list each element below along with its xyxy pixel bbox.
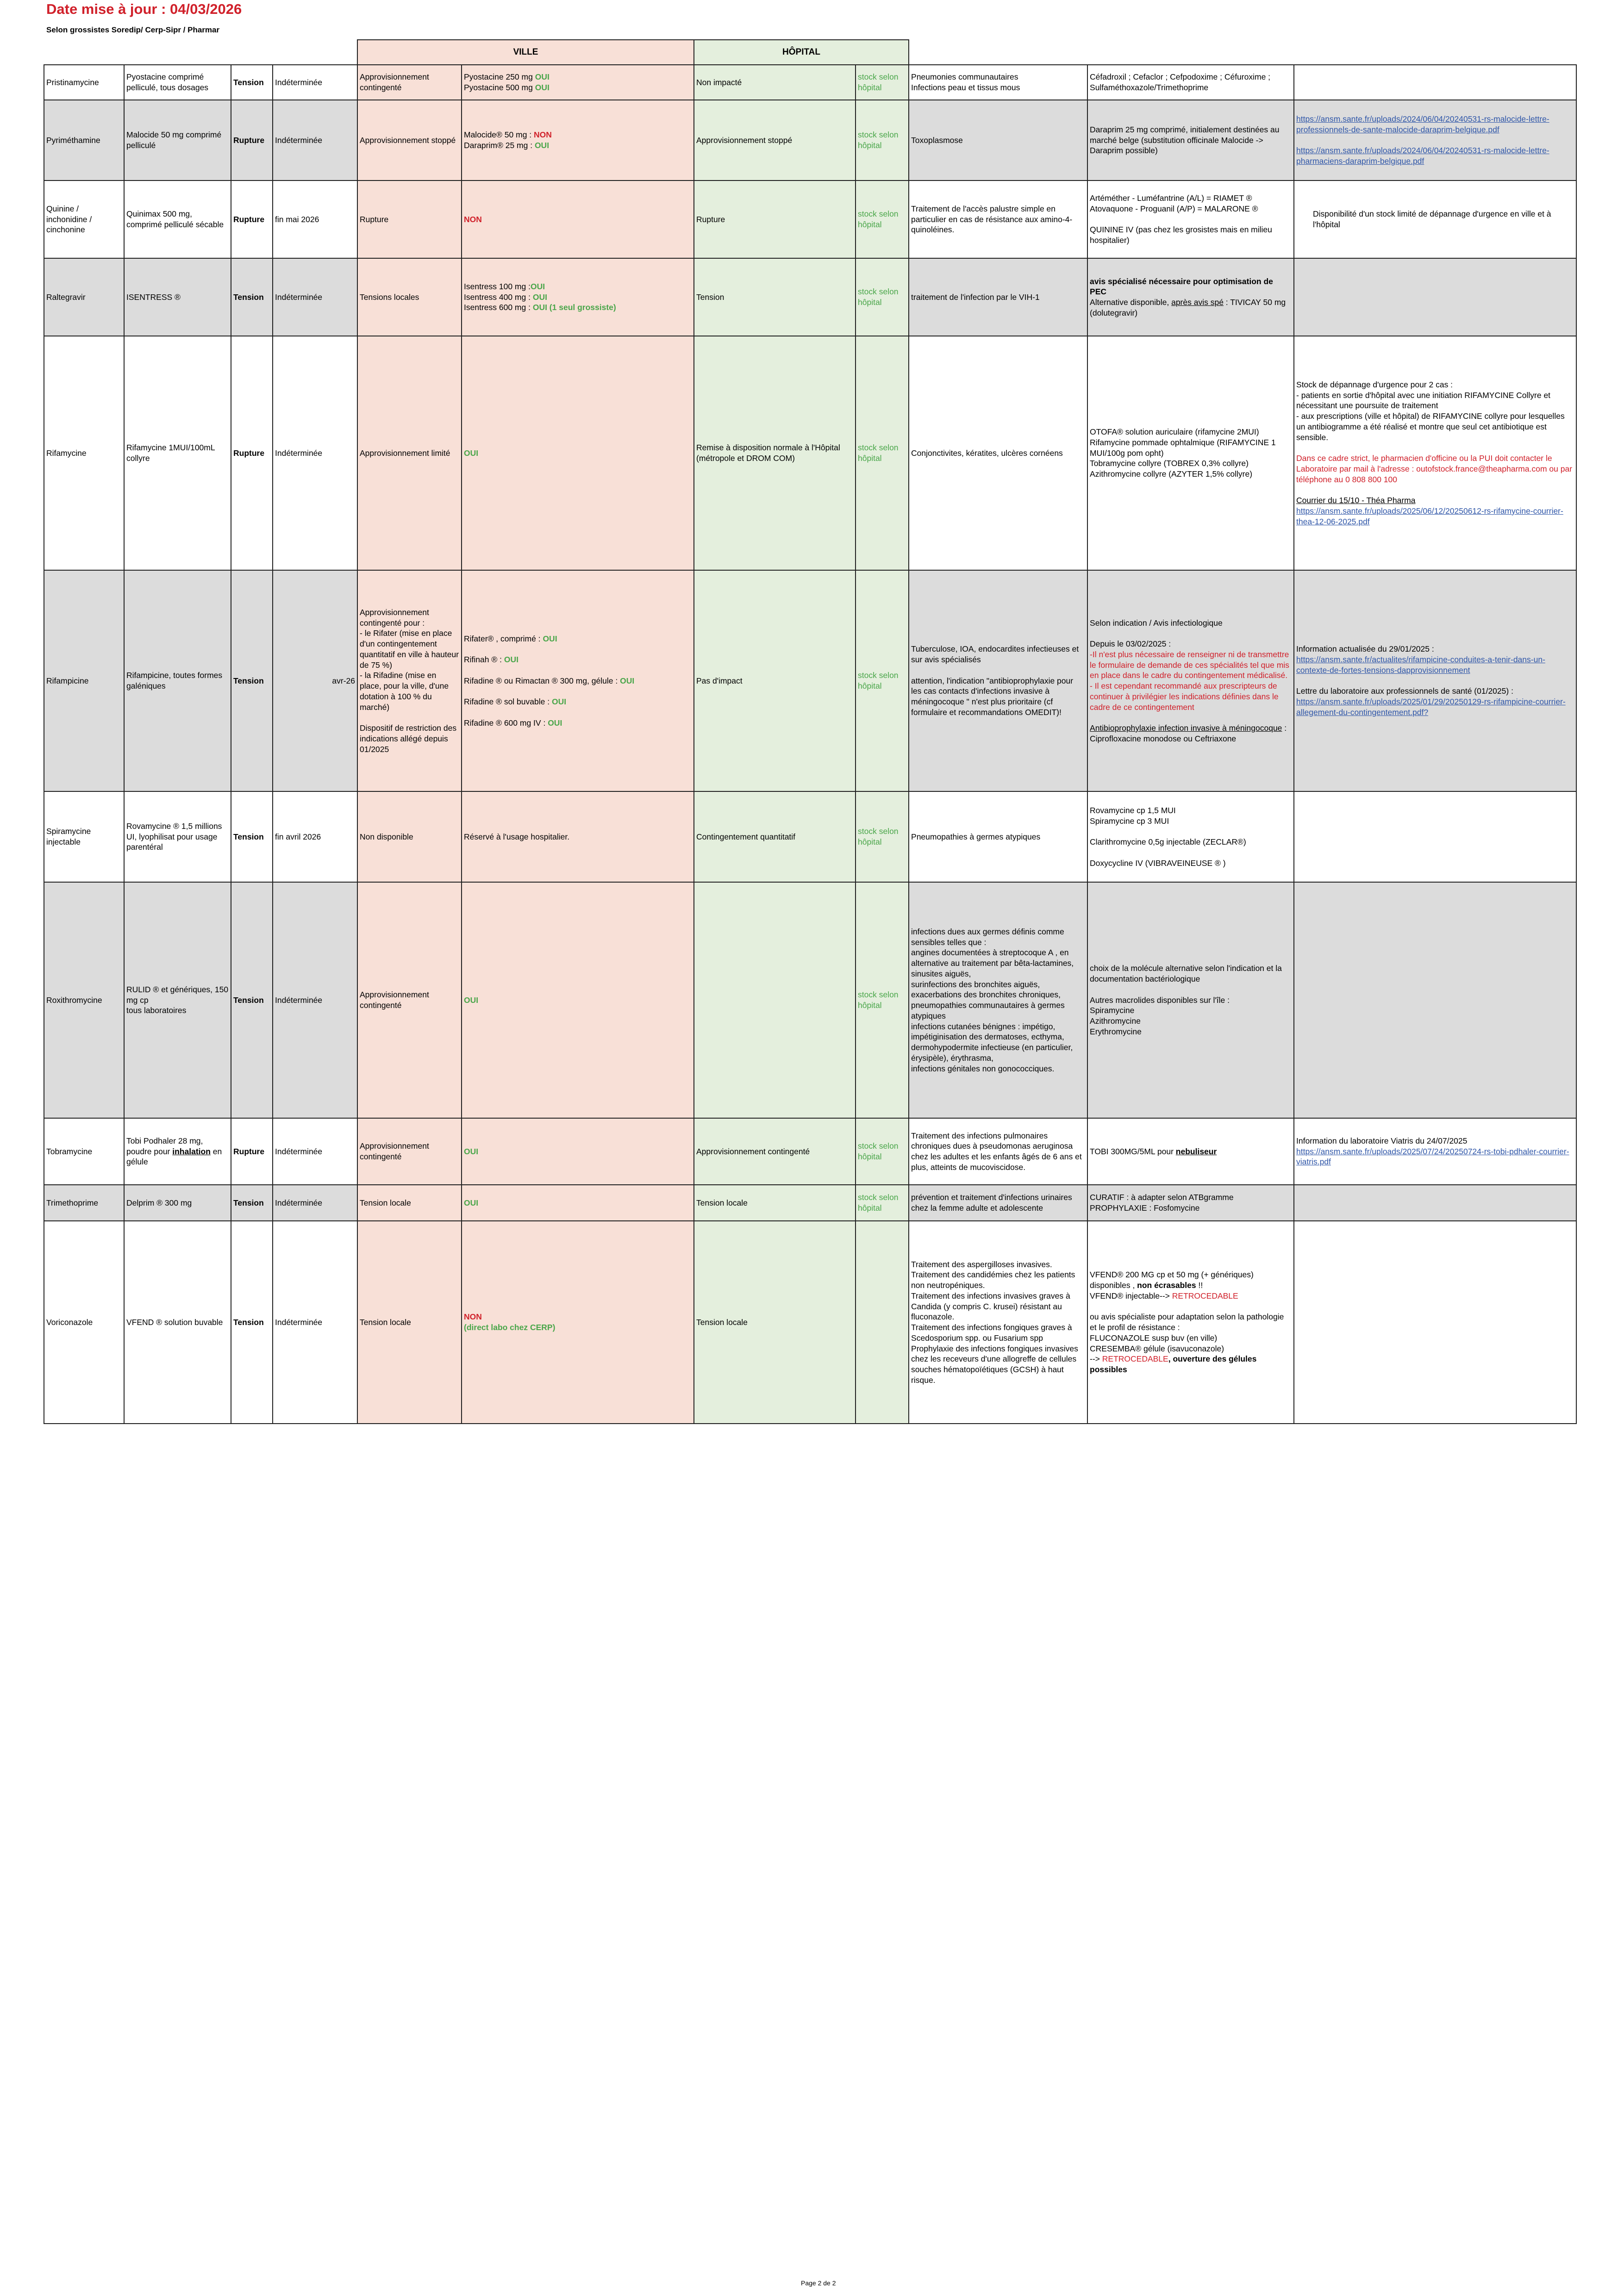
status-cell: Tension <box>231 258 273 336</box>
hopital-stock-cell: stock selon hôpital <box>856 1185 909 1221</box>
alternatives-cell: Artéméther - Luméfantrine (A/L) = RIAMET ® Atovaquone - Proguanil (A/P) = MALARONE ® QUININE IV (pas chez les grosistes mais en milieu hospitalier) <box>1087 180 1294 258</box>
dci-cell: Spiramycine injectable <box>44 791 124 882</box>
hopital-appro-cell <box>694 882 856 1118</box>
ville-dispo-cell: Rifater® , comprimé : OUI Rifinah ® : OUI Rifadine ® ou Rimactan ® 300 mg, gélule : OUI Rifadine ® sol buvable : OUI Rifadine ® 600 mg IV : OUI <box>462 570 694 791</box>
specialite-cell: ISENTRESS ® <box>124 258 231 336</box>
hopital-appro-cell: Approvisionnement stoppé <box>694 100 856 180</box>
status-cell: Tension <box>231 1221 273 1424</box>
infos-cell <box>1294 65 1576 100</box>
infos-cell: Disponibilité d'un stock limité de dépannage d'urgence en ville et à l'hôpital <box>1294 180 1576 258</box>
table-row <box>44 180 1576 258</box>
dci-cell: Tobramycine <box>44 1118 124 1185</box>
ville-dispo-cell: Pyostacine 250 mg OUI Pyostacine 500 mg OUI <box>462 65 694 100</box>
dci-cell: Trimethoprime <box>44 1185 124 1221</box>
table-row <box>44 100 1576 180</box>
specialite-cell: Pyostacine comprimé pelliculé, tous dosages <box>124 65 231 100</box>
specialite-cell: Rifampicine, toutes formes galéniques <box>124 570 231 791</box>
date-cell: fin mai 2026 <box>273 180 357 258</box>
ville-dispo-cell: OUI <box>462 336 694 570</box>
status-cell: Rupture <box>231 180 273 258</box>
indications-cell: Pneumopathies à germes atypiques <box>909 791 1087 882</box>
status-cell: Rupture <box>231 1118 273 1185</box>
dci-cell: Pristinamycine <box>44 65 124 100</box>
status-cell: Tension <box>231 791 273 882</box>
ville-appro-cell: Rupture <box>357 180 462 258</box>
infos-cell <box>1294 100 1576 180</box>
alternatives-cell: choix de la molécule alternative selon l'indication et la documentation bactériologique Autres macrolides disponibles sur l'île : Spiramycine Azithromycine Erythromycine <box>1087 882 1294 1118</box>
ansm-link[interactable]: https://ansm.sante.fr/uploads/2024/06/04/20240531-rs-malocide-lettre-professionnels-de-sante-malocide-daraprim-belgique.pdf <box>1296 114 1549 134</box>
dci-cell: Pyriméthamine <box>44 100 124 180</box>
hopital-stock-cell: stock selon hôpital <box>856 100 909 180</box>
table-row <box>44 1221 1576 1424</box>
alternatives-cell: Céfadroxil ; Cefaclor ; Cefpodoxime ; Céfuroxime ; Sulfaméthoxazole/Trimethoprime <box>1087 65 1294 100</box>
update-date-title: Date mise à jour : 04/03/2026 <box>46 1 242 17</box>
status-cell: Rupture <box>231 100 273 180</box>
indications-cell: Traitement de l'accès palustre simple en particulier en cas de résistance aux amino-4-quinoléines. <box>909 180 1087 258</box>
dci-cell: Roxithromycine <box>44 882 124 1118</box>
table-row <box>44 258 1576 336</box>
date-cell: Indéterminée <box>273 100 357 180</box>
hopital-appro-cell: Pas d'impact <box>694 570 856 791</box>
alternatives-cell: Selon indication / Avis infectiologique Depuis le 03/02/2025 : -Il n'est plus nécessaire de renseigner ni de transmettre le formulaire de demande de ces spécialités tel que mis en place dans le cadre du contingentement médicalisé. - Il est cependant recommandé aux prescripteurs de continuer à privilégier les indications définies dans le cadre de ce contingentement Antibioprophylaxie infection invasive à méningocoque : Ciprofloxacine monodose ou Ceftriaxone <box>1087 570 1294 791</box>
ville-appro-cell: Approvisionnement contingenté <box>357 882 462 1118</box>
ville-appro-cell: Approvisionnement stoppé <box>357 100 462 180</box>
ville-appro-cell: Approvisionnement contingenté pour : - le Rifater (mise en place d'un contingentement quantitatif en ville à hauteur de 75 %) - la Rifadine (mise en place, pour la ville, d'une dotation à 100 % du marché) Dispositif de restriction des indications allégé depuis 01/2025 <box>357 570 462 791</box>
indications-cell: Tuberculose, IOA, endocardites infectieuses et sur avis spécialisés attention, l'indication "antibioprophylaxie pour les cas contacts d'infections invasive à méningocoque " n'est plus prioritaire (cf formulaire et recommandations OMEDIT)! <box>909 570 1087 791</box>
hopital-stock-cell: stock selon hôpital <box>856 570 909 791</box>
alternatives-cell: TOBI 300MG/5ML pour nebuliseur <box>1087 1118 1294 1185</box>
hopital-appro-cell: Contingentement quantitatif <box>694 791 856 882</box>
table-row <box>44 336 1576 570</box>
ansm-link[interactable]: https://ansm.sante.fr/uploads/2024/06/04/20240531-rs-malocide-lettre-pharmaciens-daraprim-belgique.pdf <box>1296 146 1549 166</box>
indications-cell: prévention et traitement d'infections urinaires chez la femme adulte et adolescente <box>909 1185 1087 1221</box>
ansm-link[interactable]: https://ansm.sante.fr/uploads/2025/06/12/20250612-rs-rifamycine-courrier-thea-12-06-2025.pdf <box>1296 506 1563 526</box>
date-cell: Indéterminée <box>273 258 357 336</box>
page-number: Page 2 de 2 <box>801 2279 836 2287</box>
hopital-appro-cell: Remise à disposition normale à l'Hôpital (métropole et DROM COM) <box>694 336 856 570</box>
specialite-cell: Quinimax 500 mg, comprimé pelliculé sécable <box>124 180 231 258</box>
date-cell: fin avril 2026 <box>273 791 357 882</box>
table-row <box>44 65 1576 100</box>
specialite-cell: RULID ® et génériques, 150 mg cp tous laboratoires <box>124 882 231 1118</box>
hopital-appro-cell: Non impacté <box>694 65 856 100</box>
indications-cell: Traitement des aspergilloses invasives. Traitement des candidémies chez les patients non neutropéniques. Traitement des infections invasives graves à Candida (y compris C. krusei) résistant au fluconazole. Traitement des infections fongiques graves à Scedosporium spp. ou Fusarium spp Prophylaxie des infections fongiques invasives chez les receveurs d'une allogreffe de cellules souches hématopoïétiques (GCSH) à haut risque. <box>909 1221 1087 1424</box>
ville-dispo-cell: OUI <box>462 1118 694 1185</box>
ville-appro-cell: Approvisionnement contingenté <box>357 1118 462 1185</box>
date-cell: Indéterminée <box>273 1185 357 1221</box>
alternatives-cell: OTOFA® solution auriculaire (rifamycine 2MUI) Rifamycine pommade ophtalmique (RIFAMYCINE 1 MUI/100g pom opht) Tobramycine collyre (TOBREX 0,3% collyre) Azithromycine collyre (AZYTER 1,5% collyre) <box>1087 336 1294 570</box>
ville-dispo-cell: Malocide® 50 mg : NON Daraprim® 25 mg : OUI <box>462 100 694 180</box>
hopital-stock-cell: stock selon hôpital <box>856 180 909 258</box>
specialite-cell: Rovamycine ® 1,5 millions UI, lyophilisat pour usage parentéral <box>124 791 231 882</box>
table-row <box>44 570 1576 791</box>
dci-cell: Rifamycine <box>44 336 124 570</box>
alternatives-cell: VFEND® 200 MG cp et 50 mg (+ génériques) disponibles , non écrasables !! VFEND® injectable--> RETROCEDABLE ou avis spécialiste pour adaptation selon la pathologie et le profil de résistance : FLUCONAZOLE susp buv (en ville) CRESEMBA® gélule (isavuconazole) --> RETROCEDABLE, ouverture des gélules possibles <box>1087 1221 1294 1424</box>
infos-cell: Stock de dépannage d'urgence pour 2 cas : - patients en sortie d'hôpital avec une initiation RIFAMYCINE Collyre et nécessitant une poursuite de traitement - aux prescriptions (ville et hôpital) de RIFAMYCINE collyre pour lesquelles un antibiogramme a été réalisé et montre que seul cet antibiotique est sensible. Dans ce cadre strict, le pharmacien d'officine ou la PUI doit contacter le Laboratoire par mail à l'adresse : outofstock.france@theapharma.com ou par téléphone au 0 808 800 100 Courrier du 15/10 - Théa Pharma https://ansm.sante.fr/uploads/2025/06/12/20250612-rs-rifamycine-courrier-thea-12-06-2025.pdf <box>1294 336 1576 570</box>
date-cell: Indéterminée <box>273 1118 357 1185</box>
hopital-appro-cell: Tension locale <box>694 1221 856 1424</box>
specialite-cell: Malocide 50 mg comprimé pelliculé <box>124 100 231 180</box>
indications-cell: Conjonctivites, kératites, ulcères cornéens <box>909 336 1087 570</box>
ville-appro-cell: Tension locale <box>357 1185 462 1221</box>
indications-cell: Traitement des infections pulmonaires chroniques dues à pseudomonas aeruginosa chez les adultes et les enfants âgés de 6 ans et plus, atteints de mucoviscidose. <box>909 1118 1087 1185</box>
hopital-stock-cell: stock selon hôpital <box>856 791 909 882</box>
alternatives-cell: Rovamycine cp 1,5 MUI Spiramycine cp 3 MUI Clarithromycine 0,5g injectable (ZECLAR®) Doxycycline IV (VIBRAVEINEUSE ® ) <box>1087 791 1294 882</box>
infos-cell: Information actualisée du 29/01/2025 : https://ansm.sante.fr/actualites/rifampicine-conduites-a-tenir-dans-un-contexte-de-fortes-tensions-dapprovisionnement Lettre du laboratoire aux professionnels de santé (01/2025) : https://ansm.sante.fr/uploads/2025/01/29/20250129-rs-rifampicine-courrier-allegement-du-contingentement.pdf? <box>1294 570 1576 791</box>
date-cell: Indéterminée <box>273 882 357 1118</box>
date-cell: Indéterminée <box>273 1221 357 1424</box>
ville-appro-cell: Approvisionnement limité <box>357 336 462 570</box>
hopital-appro-cell: Approvisionnement contingenté <box>694 1118 856 1185</box>
table-row <box>44 882 1576 1118</box>
date-cell: Indéterminée <box>273 336 357 570</box>
hopital-stock-cell: stock selon hôpital <box>856 258 909 336</box>
hopital-appro-cell: Tension locale <box>694 1185 856 1221</box>
hopital-stock-cell: stock selon hôpital <box>856 882 909 1118</box>
hopital-stock-cell: stock selon hôpital <box>856 65 909 100</box>
hopital-stock-cell: stock selon hôpital <box>856 336 909 570</box>
ville-appro-cell: Approvisionnement contingenté <box>357 65 462 100</box>
shortage-table <box>44 39 1577 1424</box>
wholesalers-subtitle: Selon grossistes Soredip/ Cerp-Sipr / Pharmar <box>46 25 220 34</box>
status-cell: Tension <box>231 570 273 791</box>
ville-dispo-cell: NON (direct labo chez CERP) <box>462 1221 694 1424</box>
specialite-cell: Rifamycine 1MUI/100mL collyre <box>124 336 231 570</box>
hopital-appro-cell: Rupture <box>694 180 856 258</box>
status-cell: Rupture <box>231 336 273 570</box>
ville-appro-cell: Tension locale <box>357 1221 462 1424</box>
ansm-link[interactable]: https://ansm.sante.fr/uploads/2025/01/29/20250129-rs-rifampicine-courrier-allegement-du-contingentement.pdf? <box>1296 697 1566 717</box>
alternatives-cell: CURATIF : à adapter selon ATBgramme PROPHYLAXIE : Fosfomycine <box>1087 1185 1294 1221</box>
specialite-cell: Tobi Podhaler 28 mg, poudre pour inhalation en gélule <box>124 1118 231 1185</box>
status-cell: Tension <box>231 882 273 1118</box>
alternatives-cell: avis spécialisé nécessaire pour optimisation de PEC Alternative disponible, après avis spé : TIVICAY 50 mg (dolutegravir) <box>1087 258 1294 336</box>
ville-dispo-cell: NON <box>462 180 694 258</box>
dci-cell: Rifampicine <box>44 570 124 791</box>
alternatives-cell: Daraprim 25 mg comprimé, initialement destinées au marché belge (substitution officinale Malocide -> Daraprim possible) <box>1087 100 1294 180</box>
status-cell: Tension <box>231 1185 273 1221</box>
infos-cell: Information du laboratoire Viatris du 24/07/2025 https://ansm.sante.fr/uploads/2025/07/24/20250724-rs-tobi-pdhaler-courrier-viatris.pdf <box>1294 1118 1576 1185</box>
ville-header: VILLE <box>357 40 694 65</box>
infos-cell <box>1294 1221 1576 1424</box>
infos-cell <box>1294 882 1576 1118</box>
indications-cell: Toxoplasmose <box>909 100 1087 180</box>
indications-cell: Pneumonies communautaires Infections peau et tissus mous <box>909 65 1087 100</box>
infos-cell <box>1294 1185 1576 1221</box>
ville-dispo-cell: OUI <box>462 882 694 1118</box>
status-cell: Tension <box>231 65 273 100</box>
infos-cell <box>1294 258 1576 336</box>
ville-dispo-cell: Isentress 100 mg :OUI Isentress 400 mg : OUI Isentress 600 mg : OUI (1 seul grossiste) <box>462 258 694 336</box>
dci-cell: Raltegravir <box>44 258 124 336</box>
hopital-stock-cell <box>856 1221 909 1424</box>
specialite-cell: Delprim ® 300 mg <box>124 1185 231 1221</box>
hopital-appro-cell: Tension <box>694 258 856 336</box>
ville-dispo-cell: OUI <box>462 1185 694 1221</box>
infos-cell <box>1294 791 1576 882</box>
table-row <box>44 1185 1576 1221</box>
ansm-link[interactable]: https://ansm.sante.fr/actualites/rifampicine-conduites-a-tenir-dans-un-contexte-de-fortes-tensions-dapprovisionnement <box>1296 655 1545 675</box>
date-cell: avr-26 <box>273 570 357 791</box>
indications-cell: traitement de l'infection par le VIH-1 <box>909 258 1087 336</box>
ville-appro-cell: Non disponible <box>357 791 462 882</box>
ville-appro-cell: Tensions locales <box>357 258 462 336</box>
ville-dispo-cell: Réservé à l'usage hospitalier. <box>462 791 694 882</box>
hopital-header: HÔPITAL <box>694 40 909 65</box>
hopital-stock-cell: stock selon hôpital <box>856 1118 909 1185</box>
header-row <box>44 40 1576 65</box>
table-row <box>44 791 1576 882</box>
indications-cell: infections dues aux germes définis comme sensibles telles que : angines documentées à streptocoque A , en alternative au traitement par bêta-lactamines, sinusites aiguës, surinfections des bronchites aiguës, exacerbations des bronchites chroniques, pneumopathies communautaires à germes atypiques infections cutanées bénignes : impétigo, impétiginisation des dermatoses, ecthyma, dermohypodermite infectieuse (en particulier, érysipèle), érythrasma, infections génitales non gonococciques. <box>909 882 1087 1118</box>
dci-cell: Quinine / inchonidine / cinchonine <box>44 180 124 258</box>
specialite-cell: VFEND ® solution buvable <box>124 1221 231 1424</box>
table-row <box>44 1118 1576 1185</box>
date-cell: Indéterminée <box>273 65 357 100</box>
ansm-link[interactable]: https://ansm.sante.fr/uploads/2025/07/24/20250724-rs-tobi-pdhaler-courrier-viatris.pdf <box>1296 1146 1569 1167</box>
dci-cell: Voriconazole <box>44 1221 124 1424</box>
